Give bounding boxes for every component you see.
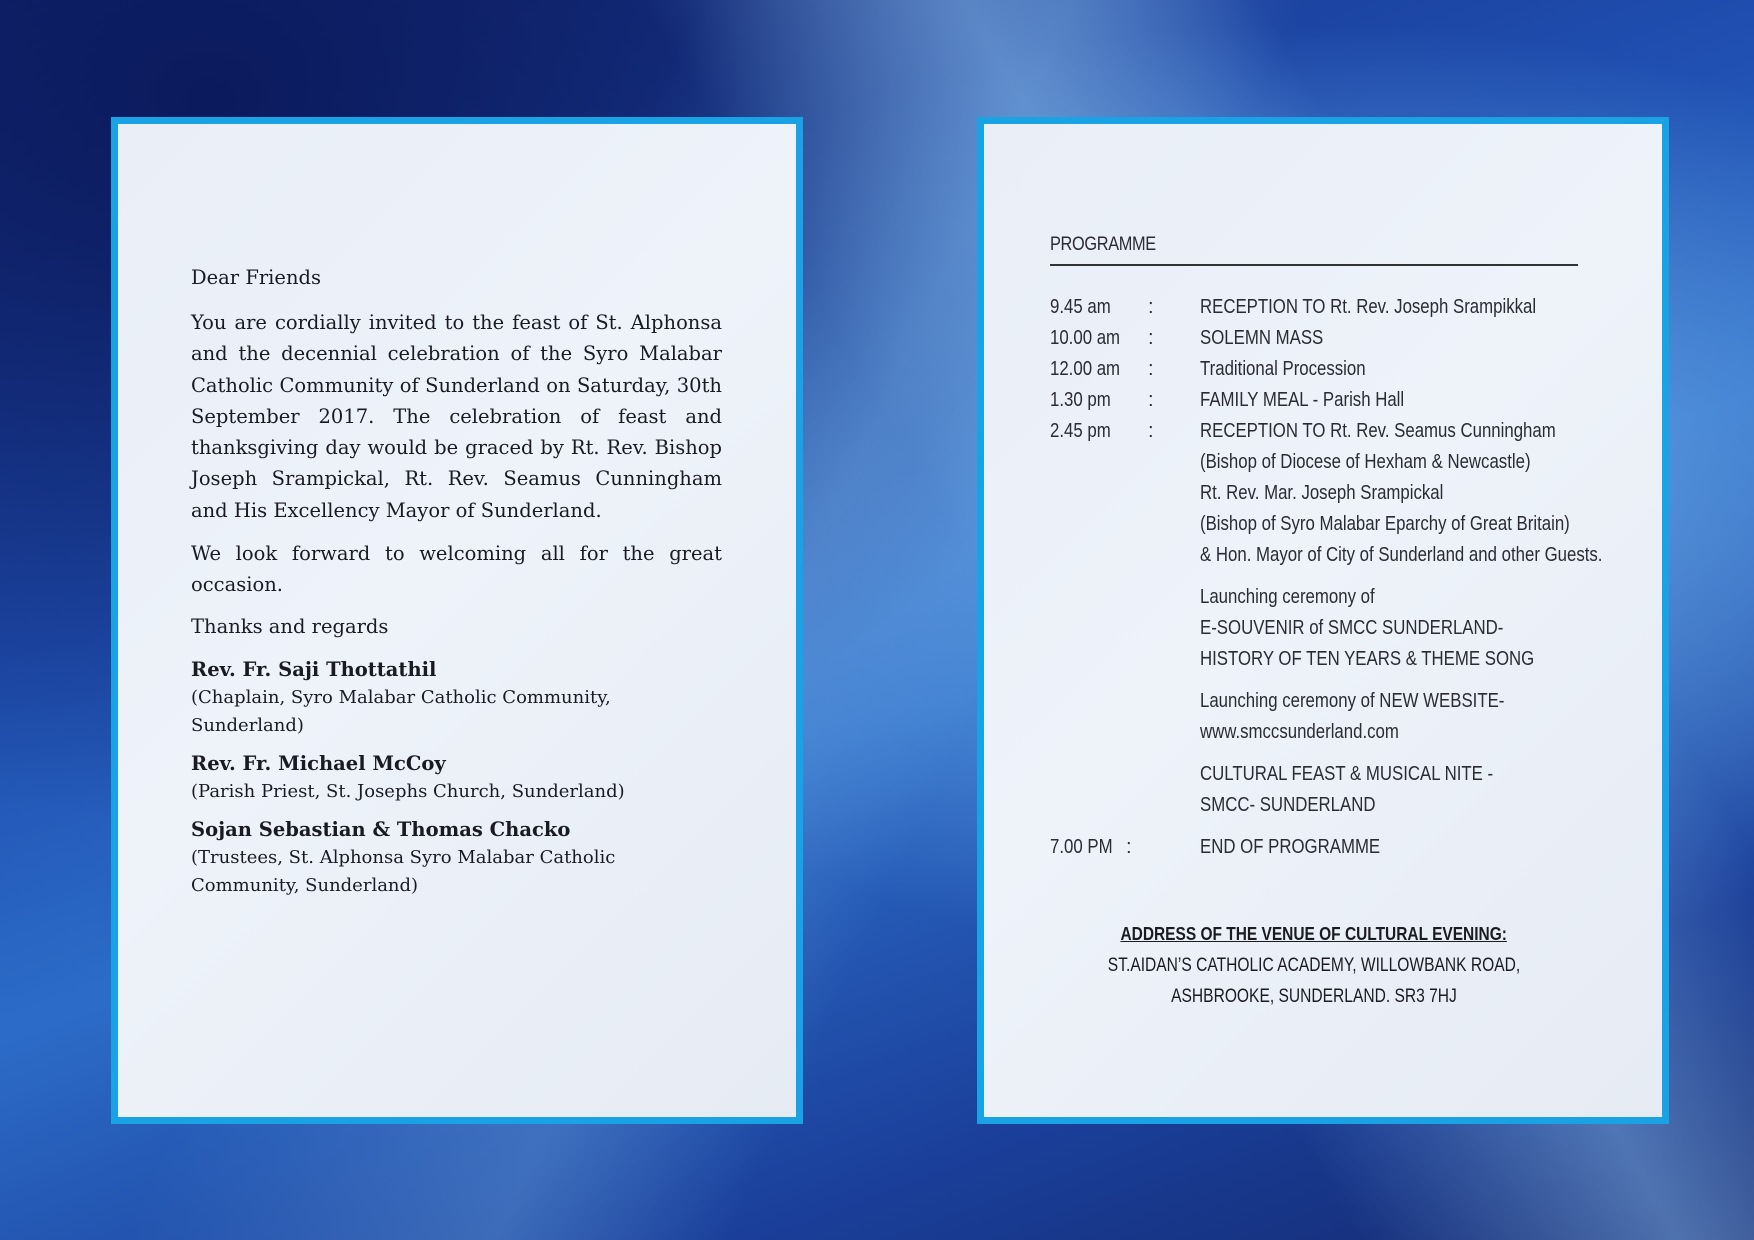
schedule-item: RECEPTION TO Rt. Rev. Seamus Cunningham: [1200, 420, 1556, 442]
programme-panel: [977, 117, 1669, 1124]
programme-schedule: [1050, 234, 1603, 863]
schedule-detail: [1050, 509, 1580, 540]
welcome-paragraph: We look forward to welcoming all for the great occasion.: [191, 542, 722, 597]
signatory-name: Rev. Fr. Saji Thottathil: [191, 657, 437, 681]
signatory-role: (Parish Priest, St. Josephs Church, Sunderland): [191, 780, 625, 802]
programme-title: PROGRAMME: [1050, 234, 1156, 255]
title-divider: [1050, 264, 1578, 266]
schedule-row: [1050, 354, 1580, 385]
greeting: Dear Friends: [191, 266, 321, 289]
schedule-time: 2.45 pm: [1050, 420, 1111, 442]
schedule-row: [1050, 292, 1580, 323]
schedule-detail: [1050, 717, 1580, 748]
detail-line: SMCC- SUNDERLAND: [1200, 794, 1376, 816]
schedule-colon: :: [1126, 836, 1132, 858]
detail-line: Rt. Rev. Mar. Joseph Srampickal: [1200, 482, 1444, 504]
venue-address-line: ST.AIDAN’S CATHOLIC ACADEMY, WILLOWBANK ROAD,: [1107, 955, 1521, 976]
schedule-time: 10.00 am: [1050, 327, 1121, 349]
schedule-colon: :: [1148, 358, 1154, 380]
schedule-detail: [1050, 447, 1580, 478]
signatory-name: Rev. Fr. Michael McCoy: [191, 751, 446, 775]
letter-body: [191, 264, 722, 910]
schedule-colon: :: [1148, 327, 1154, 349]
signatory-name: Sojan Sebastian & Thomas Chacko: [191, 817, 571, 841]
schedule-row: [1050, 385, 1580, 416]
schedule-detail: [1050, 613, 1580, 644]
detail-line: (Bishop of Syro Malabar Eparchy of Great Britain): [1200, 513, 1570, 535]
schedule-item: Traditional Procession: [1200, 358, 1366, 380]
detail-line: Launching ceremony of NEW WEBSITE-: [1200, 690, 1505, 712]
detail-line: & Hon. Mayor of City of Sunderland and other Guests.: [1200, 544, 1603, 566]
schedule-detail: [1050, 790, 1580, 821]
detail-line: CULTURAL FEAST & MUSICAL NITE -: [1200, 763, 1494, 785]
signatory-role: (Trustees, St. Alphonsa Syro Malabar Catholic Community, Sunderland): [191, 846, 616, 896]
schedule-detail: [1050, 644, 1580, 675]
venue-address: [1050, 919, 1578, 1012]
schedule-detail: [1050, 582, 1580, 613]
schedule-time: 7.00 PM: [1050, 836, 1113, 858]
schedule-time: 9.45 am: [1050, 296, 1111, 318]
invitation-paragraph: You are cordially invited to the feast of St. Alphonsa and the decennial celebration of the Syro Malabar Catholic Community of Sunderland on Saturday, 30th September 2017. The celebration of feast and thanksgiving day would be graced by Rt. Rev. Bishop Joseph Srampickal, Rt. Rev. Seamus Cunningham and His Excellency Mayor of Sunderland.: [191, 311, 722, 522]
venue-address-line: ASHBROOKE, SUNDERLAND. SR3 7HJ: [1171, 986, 1457, 1007]
schedule-detail: [1050, 478, 1580, 509]
detail-line: (Bishop of Diocese of Hexham & Newcastle): [1200, 451, 1531, 473]
schedule-detail: [1050, 686, 1580, 717]
schedule-row: [1050, 832, 1580, 863]
schedule-time: 1.30 pm: [1050, 389, 1111, 411]
schedule-time: 12.00 am: [1050, 358, 1121, 380]
schedule-detail: [1050, 540, 1603, 571]
schedule-colon: :: [1148, 296, 1154, 318]
detail-line: E-SOUVENIR of SMCC SUNDERLAND-: [1200, 617, 1504, 639]
schedule-colon: :: [1148, 420, 1154, 442]
schedule-item: RECEPTION TO Rt. Rev. Joseph Srampikkal: [1200, 296, 1537, 318]
invitation-letter-panel: [111, 117, 803, 1124]
detail-line: Launching ceremony of: [1200, 586, 1375, 608]
signatory-role: (Chaplain, Syro Malabar Catholic Community, Sunderland): [191, 686, 611, 736]
schedule-row: [1050, 416, 1580, 447]
schedule-row: [1050, 323, 1580, 354]
schedule-item: END OF PROGRAMME: [1200, 836, 1381, 858]
website-line: www.smccsunderland.com: [1200, 721, 1399, 743]
schedule-item: FAMILY MEAL - Parish Hall: [1200, 389, 1405, 411]
schedule-colon: :: [1148, 389, 1154, 411]
schedule-item: SOLEMN MASS: [1200, 327, 1324, 349]
closing: Thanks and regards: [191, 614, 389, 638]
venue-heading: ADDRESS OF THE VENUE OF CULTURAL EVENING:: [1120, 924, 1508, 944]
detail-line: HISTORY OF TEN YEARS & THEME SONG: [1200, 648, 1535, 670]
schedule-detail: [1050, 759, 1580, 790]
